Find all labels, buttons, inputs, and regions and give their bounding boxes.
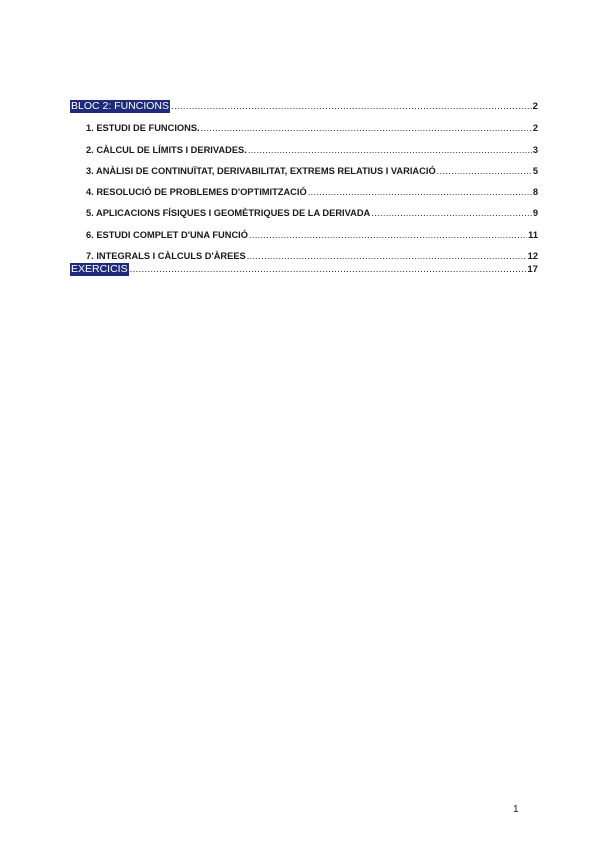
toc-entry-label[interactable]: 1. ESTUDI DE FUNCIONS.	[86, 123, 200, 134]
dot-leader	[437, 165, 532, 177]
toc-entry-page: 12	[527, 251, 538, 262]
toc-entry-3[interactable]	[70, 156, 538, 177]
dot-leader	[171, 101, 532, 113]
toc-entry-page: 17	[527, 264, 538, 276]
page-number: 1	[513, 804, 519, 815]
dot-leader	[247, 250, 527, 262]
toc-entry-label[interactable]: 3. ANÀLISI DE CONTINUÏTAT, DERIVABILITAT, EXTREMS RELATIUS I VARIACIÓ	[86, 165, 436, 176]
dot-leader	[371, 207, 532, 219]
toc-entry-page: 11	[528, 229, 538, 240]
toc-entry-page: 3	[532, 144, 538, 155]
table-of-contents	[70, 99, 538, 276]
dot-leader	[201, 122, 532, 134]
dot-leader	[248, 144, 532, 156]
toc-entry-6[interactable]	[70, 219, 538, 240]
toc-entry-label[interactable]: BLOC 2: FUNCIONS	[71, 100, 170, 112]
dot-leader	[249, 229, 527, 241]
toc-entry-label[interactable]: EXERCICIS	[71, 263, 128, 276]
toc-entry-label[interactable]: 6. ESTUDI COMPLET D'UNA FUNCIÓ	[86, 229, 248, 240]
toc-entry-label[interactable]: 7. INTEGRALS I CÀLCULS D'ÀREES	[86, 251, 246, 262]
toc-entry-page: 2	[532, 101, 538, 112]
toc-entry-page: 9	[532, 208, 538, 219]
toc-entry-5[interactable]	[70, 198, 538, 219]
toc-entry-page: 5	[532, 165, 538, 176]
toc-entry-bloc-2[interactable]	[70, 99, 538, 113]
toc-entry-label[interactable]: 4. RESOLUCIÓ DE PROBLEMES D'OPTIMITZACIÓ	[86, 187, 307, 198]
toc-entry-exercicis[interactable]	[70, 262, 538, 276]
toc-entry-1[interactable]	[70, 113, 538, 134]
toc-entry-2[interactable]	[70, 134, 538, 155]
toc-entry-4[interactable]	[70, 177, 538, 198]
dot-leader	[130, 264, 527, 276]
toc-entry-label[interactable]: 2. CÀLCUL DE LÍMITS I DERIVADES.	[86, 144, 247, 155]
toc-entry-7[interactable]	[70, 241, 538, 262]
toc-entry-page: 2	[532, 123, 538, 134]
toc-entry-label[interactable]: 5. APLICACIONS FÍSIQUES I GEOMÈTRIQUES DE LA DERIVADA	[86, 208, 371, 219]
toc-entry-page: 8	[532, 187, 538, 198]
dot-leader	[308, 186, 532, 198]
